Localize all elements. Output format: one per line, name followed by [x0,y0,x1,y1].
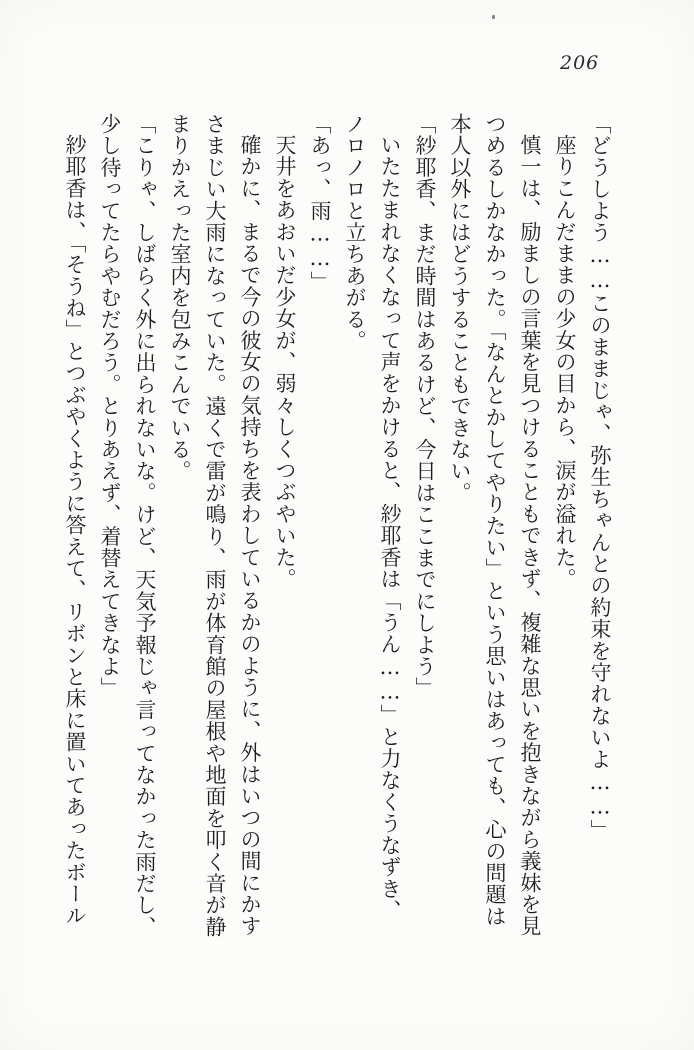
paragraph-4: 「紗耶香、まだ時間はあるけど、今日はここまでにしよう」 [413,113,437,699]
paragraph-5: いたたまれなくなって声をかけると、紗耶香は「うん……」と力なくうなずき、ノロノロと立ちあがる。 [343,113,402,922]
page-number: 206 [560,52,600,74]
scan-speck [492,15,495,19]
paragraph-1: 「どうしよう……このままじゃ、弥生ちゃんとの約束を守れないよ……」 [588,113,612,842]
paragraph-9: 「こりゃ、しばらく外に出られないな。けど、天気予報じゃ言ってなかった雨だし、少し待ってたらやむだろう。とりあえず、着替えてきなよ」 [98,113,157,938]
paragraph-3: 慎一は、励ましの言葉を見つけることもできず、複雑な思いを抱きながら義妹を見つめるしかなかった。「なんとかしてやりたい」という思いはあっても、心の問題は本人以外にはどうすることもできない。 [448,113,542,937]
paragraph-2: 座りこんだままの少女の目から、涙が溢れた。 [553,134,577,590]
paragraph-7: 天井をあおいだ少女が、弱々しくつぶやいた。 [273,134,297,590]
paragraph-10: 紗耶香は、「そうね」とつぶやくように答えて、リボンと床に置いてあったボール [63,134,87,927]
paragraph-8: 確かに、まるで今の彼女の気持ちを表わしているかのように、外はいつの間にかすさまじい大雨になっていた。遠くで雷が鳴り、雨が体育館の屋根や地面を叩く音が静まりかえった室内を包みこんでいる。 [168,113,262,938]
page-text [57,113,617,939]
paragraph-6: 「あっ、雨……」 [308,113,332,293]
